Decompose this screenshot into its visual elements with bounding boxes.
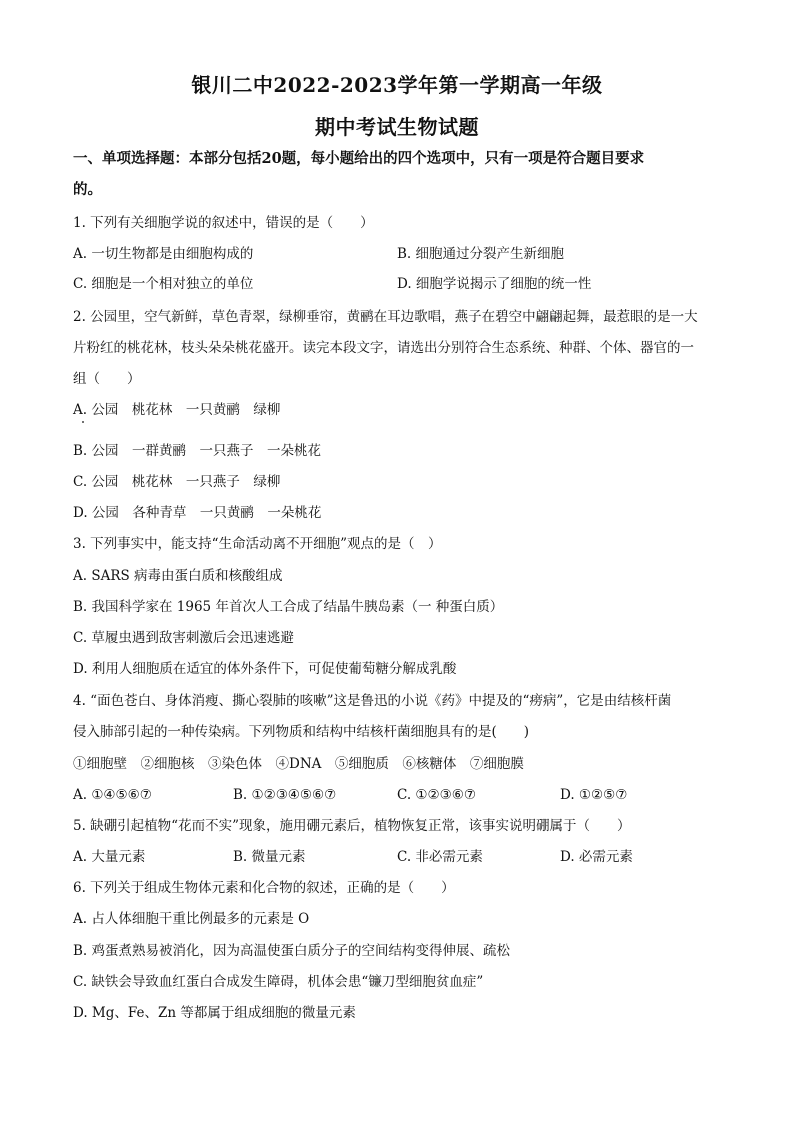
question-4-option-b: B. ①②③④⑤⑥⑦ (233, 787, 337, 803)
question-6-option-d: D. Mg、Fe、Zn 等都属于组成细胞的微量元素 (73, 1005, 356, 1021)
question-4-item-list: ①细胞壁 ②细胞核 ③染色体 ④DNA ⑤细胞质 ⑥核糖体 ⑦细胞膜 (73, 756, 524, 772)
question-1-option-a: A. 一切生物都是由细胞构成的 (73, 246, 254, 262)
question-5-option-b: B. 微量元素 (233, 849, 306, 865)
question-6-stem: 6. 下列关于组成生物体元素和化合物的叙述，正确的是（ ） (73, 880, 455, 896)
question-3-option-c: C. 草履虫遇到敌害刺激后会迅速逃避 (73, 630, 294, 646)
question-2-option-c: C. 公园 桃花林 一只燕子 绿柳 (73, 474, 281, 490)
question-5-stem: 5. 缺硼引起植物“花而不实”现象，施用硼元素后，植物恢复正常，该事实说明硼属于（ ） (73, 818, 631, 834)
question-3-option-a: A. SARS 病毒由蛋白质和核酸组成 (73, 568, 283, 584)
exam-title-line2: 期中考试生物试题 (315, 115, 479, 139)
question-4-stem-line2: 侵入肺部引起的一种传染病。下列物质和结构中结核杆菌细胞具有的是( ) (73, 724, 530, 740)
question-3-option-d: D. 利用人细胞质在适宜的体外条件下，可促使葡萄糖分解成乳酸 (73, 661, 457, 677)
question-2-option-b: B. 公园 一群黄鹂 一只燕子 一朵桃花 (73, 443, 322, 459)
question-6-option-c: C. 缺铁会导致血红蛋白合成发生障碍，机体会患“镰刀型细胞贫血症” (73, 974, 484, 990)
question-6-option-a: A. 占人体细胞干重比例最多的元素是 O (73, 911, 310, 927)
question-4-option-c: C. ①②③⑥⑦ (397, 787, 476, 803)
section-heading-line2: 的。 (73, 181, 102, 198)
question-6-option-b: B. 鸡蛋煮熟易被消化，因为高温使蛋白质分子的空间结构变得伸展、疏松 (73, 943, 511, 959)
question-1-option-b: B. 细胞通过分裂产生新细胞 (397, 246, 565, 262)
question-2-option-a: A. 公园 桃花林 一只黄鹂 绿柳 (73, 402, 281, 418)
question-4-option-a: A. ①④⑤⑥⑦ (73, 787, 152, 803)
section-heading-line1: 一、单项选择题：本部分包括20题，每小题给出的四个选项中，只有一项是符合题目要求 (73, 150, 645, 167)
question-5-option-a: A. 大量元素 (73, 849, 146, 865)
exam-title-line1: 银川二中2022-2023学年第一学期高一年级 (191, 73, 603, 97)
question-3-option-b: B. 我国科学家在 1965 年首次人工合成了结晶牛胰岛素（一 种蛋白质） (73, 599, 504, 615)
question-5-option-d: D. 必需元素 (560, 849, 633, 865)
question-1-option-c: C. 细胞是一个相对独立的单位 (73, 276, 254, 292)
question-4-stem-line1: 4. “面色苍白、身体消瘦、撕心裂肺的咳嗽”这是鲁迅的小说《药》中提及的“痨病”，它是由结核杆菌 (73, 693, 672, 709)
question-3-stem: 3. 下列事实中，能支持“生命活动离不开细胞”观点的是（ ） (73, 536, 442, 552)
question-2-stem-line1: 2. 公园里，空气新鲜，草色青翠，绿柳垂帘，黄鹂在耳边歌唱，燕子在碧空中翩翩起舞，最惹眼的是一大 (73, 309, 698, 325)
question-2-stem-line3: 组（ ） (73, 371, 141, 387)
question-2-option-d: D. 公园 各种青草 一只黄鹂 一朵桃花 (73, 505, 322, 521)
question-1-option-d: D. 细胞学说揭示了细胞的统一性 (397, 276, 592, 292)
question-1-stem: 1. 下列有关细胞学说的叙述中，错误的是（ ） (73, 215, 374, 231)
question-4-option-d: D. ①②⑤⑦ (560, 787, 628, 803)
question-5-option-c: C. 非必需元素 (397, 849, 483, 865)
scan-speck (82, 421, 84, 423)
question-2-stem-line2: 片粉红的桃花林，枝头朵朵桃花盛开。读完本段文字，请选出分别符合生态系统、种群、个体、器官的一 (73, 340, 694, 356)
